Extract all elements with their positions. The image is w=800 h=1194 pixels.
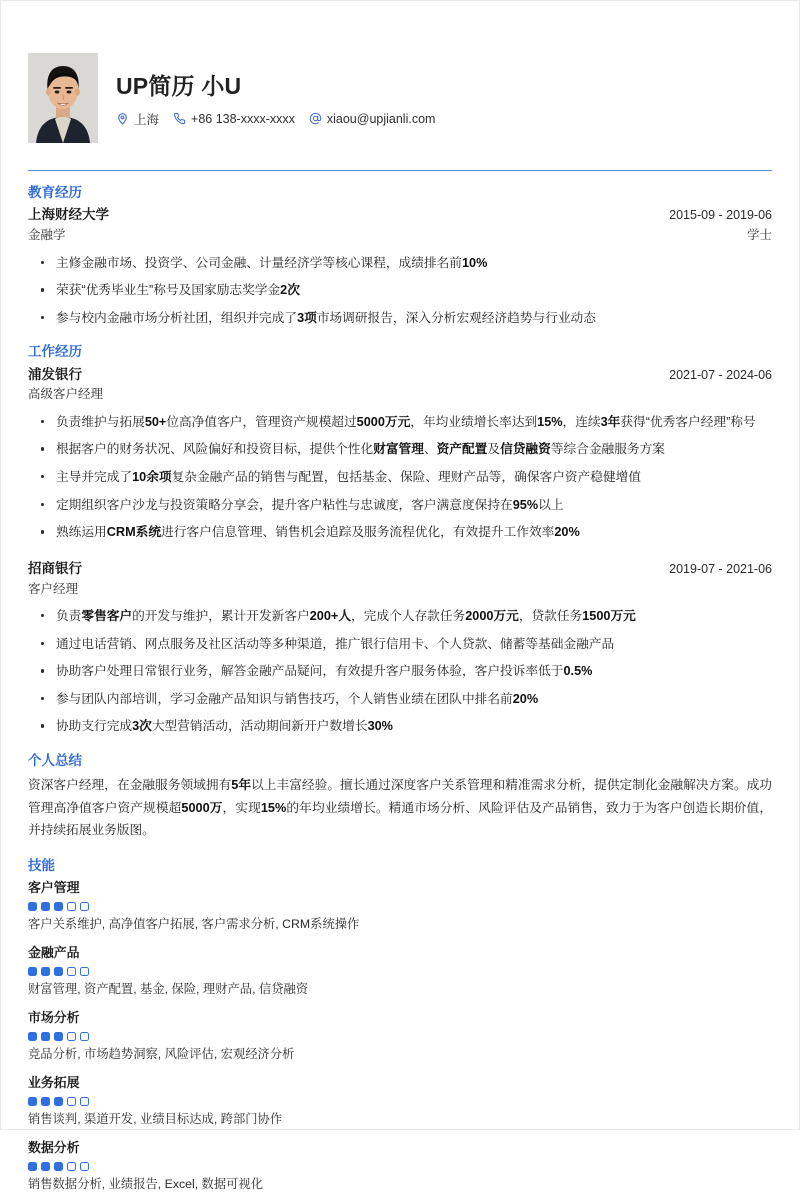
skill-dot-filled: [54, 1032, 63, 1041]
section-title-summary: 个人总结: [28, 752, 82, 768]
skill-dot-filled: [41, 967, 50, 976]
work-bullets: [28, 412, 772, 543]
bullet-item: 负责维护与拓展50+位高净值客户，管理资产规模超过5000万元，年均业绩增长率达到15%，连续3年获得“优秀客户经理”称号: [28, 412, 772, 433]
work-bullets: [28, 606, 772, 737]
skill-item: [28, 878, 772, 934]
contact-email-value: xiaou@upjianli.com: [326, 111, 436, 126]
skill-item: [28, 1073, 772, 1129]
skill-dot-filled: [54, 1162, 63, 1171]
section-title-skills: 技能: [28, 857, 55, 873]
bullet-item: 熟练运用CRM系统进行客户信息管理、销售机会追踪及服务流程优化，有效提升工作效率20%: [28, 522, 772, 543]
contact-list: [116, 110, 445, 128]
candidate-name: UP简历 小U: [116, 73, 242, 100]
skill-description: 竞品分析, 市场趋势洞察, 风险评估, 宏观经济分析: [28, 1046, 295, 1061]
contact-email: [309, 112, 436, 126]
education-date: 2015-09 - 2019-06: [669, 208, 772, 223]
skill-dot-empty: [67, 1032, 76, 1041]
bullet-item: 参与校内金融市场分析社团，组织并完成了3项市场调研报告，深入分析宏观经济趋势与行业动态: [28, 308, 772, 329]
education-major: 金融学: [28, 228, 66, 243]
skill-dot-filled: [41, 902, 50, 911]
location-pin-icon: [116, 112, 129, 125]
skill-item: [28, 1008, 772, 1064]
education-school: 上海财经大学: [28, 207, 109, 223]
bullet-item: 主导并完成了10余项复杂金融产品的销售与配置，包括基金、保险、理财产品等，确保客户资产稳健增值: [28, 467, 772, 488]
work-date: 2021-07 - 2024-06: [669, 367, 772, 382]
skill-level-rating: [28, 1162, 772, 1171]
skill-dot-filled: [54, 902, 63, 911]
skill-dot-filled: [28, 1162, 37, 1171]
bullet-item: 定期组织客户沙龙与投资策略分享会，提升客户粘性与忠诚度，客户满意度保持在95%以上: [28, 495, 772, 516]
section-title-work: 工作经历: [28, 344, 82, 360]
skill-dot-filled: [28, 1032, 37, 1041]
skill-name: 数据分析: [28, 1140, 80, 1156]
work-company: 招商银行: [28, 560, 82, 576]
header-divider: [28, 170, 772, 171]
contact-phone: [173, 112, 295, 126]
skill-level-rating: [28, 1097, 772, 1106]
skill-name: 金融产品: [28, 945, 80, 961]
at-email-icon: [309, 112, 322, 125]
skill-description: 销售数据分析, 业绩报告, Excel, 数据可视化: [28, 1176, 264, 1191]
skill-dot-empty: [80, 967, 89, 976]
work-title: 高级客户经理: [28, 387, 104, 402]
work-entry: [28, 559, 772, 737]
section-education: [28, 183, 772, 328]
bullet-item: 协助客户处理日常银行业务，解答金融产品疑问，有效提升客户服务体验，客户投诉率低于0.5%: [28, 661, 772, 682]
bullet-item: 负责零售客户的开发与维护，累计开发新客户200+人，完成个人存款任务2000万元，贷款任务1500万元: [28, 606, 772, 627]
skill-level-rating: [28, 902, 772, 911]
skill-dot-filled: [41, 1032, 50, 1041]
skill-dot-filled: [54, 1097, 63, 1106]
skill-level-rating: [28, 1032, 772, 1041]
work-title: 客户经理: [28, 581, 79, 596]
contact-phone-value: +86 138-xxxx-xxxx: [191, 111, 295, 126]
skill-dot-empty: [80, 902, 89, 911]
section-work-experience: [28, 342, 772, 737]
section-skills: [28, 856, 772, 1194]
section-personal-summary: [28, 751, 772, 842]
education-bullets: [28, 253, 772, 329]
skill-dot-empty: [67, 902, 76, 911]
skill-dot-empty: [67, 1097, 76, 1106]
skill-dot-empty: [67, 1162, 76, 1171]
skill-name: 业务拓展: [28, 1075, 80, 1091]
skill-name: 客户管理: [28, 880, 80, 896]
skill-name: 市场分析: [28, 1010, 80, 1026]
skill-dot-empty: [80, 1097, 89, 1106]
skills-list: [28, 878, 772, 1194]
work-entry: [28, 365, 772, 543]
skill-dot-filled: [54, 967, 63, 976]
skill-description: 销售谈判, 渠道开发, 业绩目标达成, 跨部门协作: [28, 1111, 283, 1126]
skill-dot-filled: [41, 1097, 50, 1106]
education-entry: [28, 205, 772, 328]
skill-item: [28, 1138, 772, 1194]
skill-dot-empty: [80, 1032, 89, 1041]
bullet-item: 荣获“优秀毕业生”称号及国家励志奖学金2次: [28, 280, 772, 301]
resume-header: [28, 53, 772, 143]
bullet-item: 主修金融市场、投资学、公司金融、计量经济学等核心课程，成绩排名前10%: [28, 253, 772, 274]
skill-description: 财富管理, 资产配置, 基金, 保险, 理财产品, 信贷融资: [28, 981, 309, 996]
bullet-item: 协助支行完成3次大型营销活动，活动期间新开户数增长30%: [28, 716, 772, 737]
contact-location-value: 上海: [134, 112, 160, 127]
skill-dot-filled: [28, 1097, 37, 1106]
skill-dot-empty: [67, 967, 76, 976]
skill-item: [28, 943, 772, 999]
bullet-item: 参与团队内部培训，学习金融产品知识与销售技巧，个人销售业绩在团队中排名前20%: [28, 689, 772, 710]
bullet-item: 根据客户的财务状况、风险偏好和投资目标，提供个性化财富管理、资产配置及信贷融资等综合金融服务方案: [28, 439, 772, 460]
skill-dot-filled: [28, 902, 37, 911]
section-title-education: 教育经历: [28, 185, 82, 200]
skill-description: 客户关系维护, 高净值客户拓展, 客户需求分析, CRM系统操作: [28, 916, 360, 931]
education-degree: 学士: [746, 228, 772, 243]
phone-icon: [173, 112, 186, 125]
skill-dot-filled: [41, 1162, 50, 1171]
skill-level-rating: [28, 967, 772, 976]
profile-photo: [28, 53, 98, 143]
bullet-item: 通过电话营销、网点服务及社区活动等多种渠道，推广银行信用卡、个人贷款、储蓄等基础金融产品: [28, 634, 772, 655]
skill-dot-filled: [28, 967, 37, 976]
skill-dot-empty: [80, 1162, 89, 1171]
work-company: 浦发银行: [28, 366, 82, 382]
contact-location: [116, 110, 159, 128]
summary-text: 资深客户经理，在金融服务领域拥有5年以上丰富经验。擅长通过深度客户关系管理和精准需求分析，提供定制化金融解决方案。成功管理高净值客户资产规模超5000万，实现15%的年均业绩增长。精通市场分析、风险评估及产品销售，致力于为客户创造长期价值，并持续拓展业务版图。: [28, 778, 773, 838]
work-date: 2019-07 - 2021-06: [669, 561, 772, 576]
